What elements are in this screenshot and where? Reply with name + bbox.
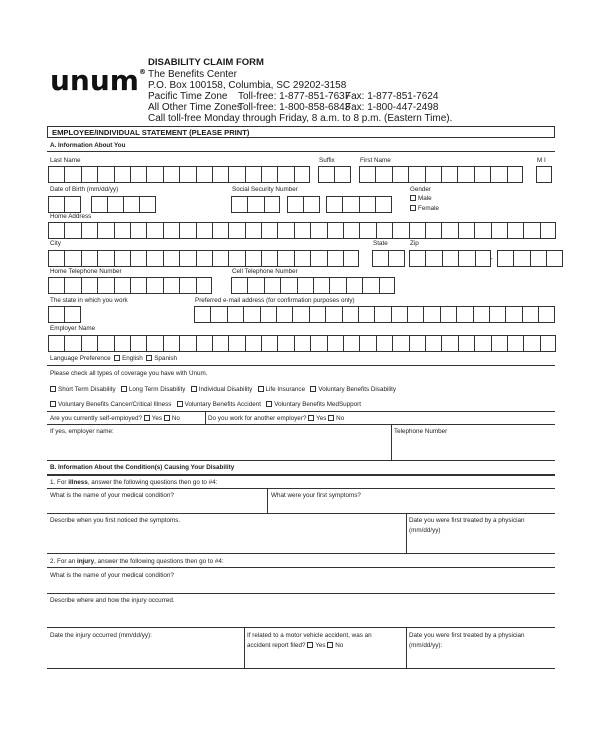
- call-hours: Call toll-free Monday through Friday, 8 a.m. to 8 p.m. (Eastern Time).: [148, 113, 453, 124]
- dob-year-field[interactable]: [123, 196, 156, 213]
- injury-instruction: 2. For an injury, answer the following questions then go to #4:: [50, 558, 224, 565]
- english-checkbox[interactable]: [114, 355, 120, 361]
- suffix-field[interactable]: [318, 166, 351, 183]
- zip-ext-field[interactable]: [497, 250, 563, 267]
- mailing-address: P.O. Box 100158, Columbia, SC 29202-3158: [148, 80, 347, 91]
- other-employer-question: Do you work for another employer? Yes No: [208, 415, 345, 422]
- vb-accident-checkbox[interactable]: [177, 401, 183, 407]
- gender-female[interactable]: Female: [410, 205, 439, 213]
- work-state-field[interactable]: [48, 306, 81, 323]
- pacific-label: Pacific Time Zone: [148, 91, 228, 102]
- self-employed-no[interactable]: [164, 415, 170, 421]
- language-row: Language Preference English Spanish: [50, 355, 177, 362]
- pacific-fax: Fax: 1-877-851-7624: [345, 91, 439, 102]
- gender-label: Gender: [410, 186, 432, 193]
- injury-date-treated-label: Date you were first treated by a physician: [409, 632, 525, 639]
- cell-phone-field[interactable]: [231, 277, 395, 294]
- last-name-label: Last Name: [50, 157, 81, 164]
- city-label: City: [50, 240, 61, 247]
- illness-instruction: 1. For illness, answer the following questions then go to #4:: [50, 479, 218, 486]
- gender-male[interactable]: Male: [410, 195, 432, 203]
- vb-disability-checkbox[interactable]: [310, 386, 316, 392]
- other-employer-name-label: If yes, employer name:: [50, 428, 114, 435]
- dob-label: Date of Birth (mm/dd/yy): [50, 186, 119, 193]
- city-field[interactable]: [48, 250, 359, 267]
- coverage-prompt: Please check all types of coverage you have with Unum.: [50, 370, 208, 377]
- vb-medsupport-checkbox[interactable]: [266, 401, 272, 407]
- illness-date-format: (mm/dd/yy): [409, 527, 441, 534]
- ltd-checkbox[interactable]: [121, 386, 127, 392]
- first-name-label: First Name: [360, 157, 391, 164]
- life-insurance-checkbox[interactable]: [258, 386, 264, 392]
- employer-name-label: Employer Name: [50, 325, 96, 332]
- home-address-field[interactable]: [48, 222, 556, 239]
- state-field[interactable]: [372, 250, 405, 267]
- mi-field[interactable]: [536, 166, 552, 183]
- zip-field[interactable]: [409, 250, 491, 267]
- employer-name-field[interactable]: [48, 335, 556, 352]
- pacific-tollfree: Toll-free: 1-877-851-7637: [238, 91, 351, 102]
- form-title: DISABILITY CLAIM FORM: [148, 57, 264, 68]
- work-state-label: The state in which you work: [50, 297, 128, 304]
- coverage-row-2: Voluntary Benefits Cancer/Critical Illness Voluntary Benefits Accident Voluntary Benefits MedSupport: [50, 401, 361, 409]
- dob-month-field[interactable]: [48, 196, 81, 213]
- ssn-part1-field[interactable]: [231, 196, 280, 213]
- injury-date-label: Date the injury occurred (mm/dd/yy):: [50, 632, 152, 639]
- accident-question-line2: accident report filed? Yes No: [247, 642, 344, 649]
- accident-report-no[interactable]: [327, 642, 333, 648]
- employee-section-header: EMPLOYEE/INDIVIDUAL STATEMENT (PLEASE PRINT): [47, 126, 555, 138]
- individual-disability-checkbox[interactable]: [191, 386, 197, 392]
- unum-logo: unum®: [50, 64, 146, 97]
- section-a-title: A. Information About You: [50, 142, 126, 149]
- state-label: State: [373, 240, 388, 247]
- zip-dash: -: [490, 254, 493, 263]
- home-phone-field[interactable]: [48, 277, 212, 294]
- ssn-part2-field[interactable]: [287, 196, 320, 213]
- cell-phone-label: Cell Telephone Number: [232, 268, 298, 275]
- other-employer-no[interactable]: [328, 415, 334, 421]
- section-b-title: B. Information About the Condition(s) Causing Your Disability: [50, 464, 235, 471]
- self-employed-question: Are you currently self-employed? Yes No: [50, 415, 180, 422]
- org-name: The Benefits Center: [148, 69, 237, 80]
- email-label: Preferred e-mail address (for confirmation purposes only): [195, 297, 355, 304]
- other-tollfree: Toll-free: 1-800-858-6843: [238, 102, 351, 113]
- ssn-part3-field[interactable]: [326, 196, 392, 213]
- first-name-field[interactable]: [359, 166, 523, 183]
- female-checkbox[interactable]: [410, 205, 416, 211]
- describe-symptoms-label: Describe when you first noticed the symptoms.: [50, 517, 181, 524]
- home-phone-label: Home Telephone Number: [50, 268, 122, 275]
- std-checkbox[interactable]: [50, 386, 56, 392]
- coverage-row-1: Short Term Disability Long Term Disability Individual Disability Life Insurance Voluntary Benefits Disability: [50, 386, 396, 394]
- telephone-label: Telephone Number: [394, 428, 448, 435]
- injury-date-format: (mm/dd/yy):: [409, 642, 443, 649]
- vb-cancer-checkbox[interactable]: [50, 401, 56, 407]
- home-address-label: Home Address: [50, 213, 92, 220]
- dob-day-field[interactable]: [91, 196, 124, 213]
- email-field[interactable]: [194, 306, 555, 323]
- illness-condition-label: What is the name of your medical condition?: [50, 492, 174, 499]
- zip-label: Zip: [410, 240, 419, 247]
- other-fax: Fax: 1-800-447-2498: [345, 102, 439, 113]
- other-label: All Other Time Zones: [148, 102, 242, 113]
- male-checkbox[interactable]: [410, 195, 416, 201]
- accident-report-yes[interactable]: [307, 642, 313, 648]
- mi-label: M I: [537, 157, 546, 164]
- last-name-field[interactable]: [48, 166, 310, 183]
- ssn-label: Social Security Number: [232, 186, 298, 193]
- first-symptoms-label: What were your first symptoms?: [271, 492, 361, 499]
- illness-date-treated-label: Date you were first treated by a physician: [409, 517, 525, 524]
- spanish-checkbox[interactable]: [146, 355, 152, 361]
- self-employed-yes[interactable]: [144, 415, 150, 421]
- injury-condition-label: What is the name of your medical condition?: [50, 572, 174, 579]
- other-employer-yes[interactable]: [308, 415, 314, 421]
- accident-question-line1: If related to a motor vehicle accident, was an: [247, 632, 372, 639]
- suffix-label: Suffix: [319, 157, 335, 164]
- describe-injury-label: Describe where and how the injury occurred.: [50, 597, 175, 604]
